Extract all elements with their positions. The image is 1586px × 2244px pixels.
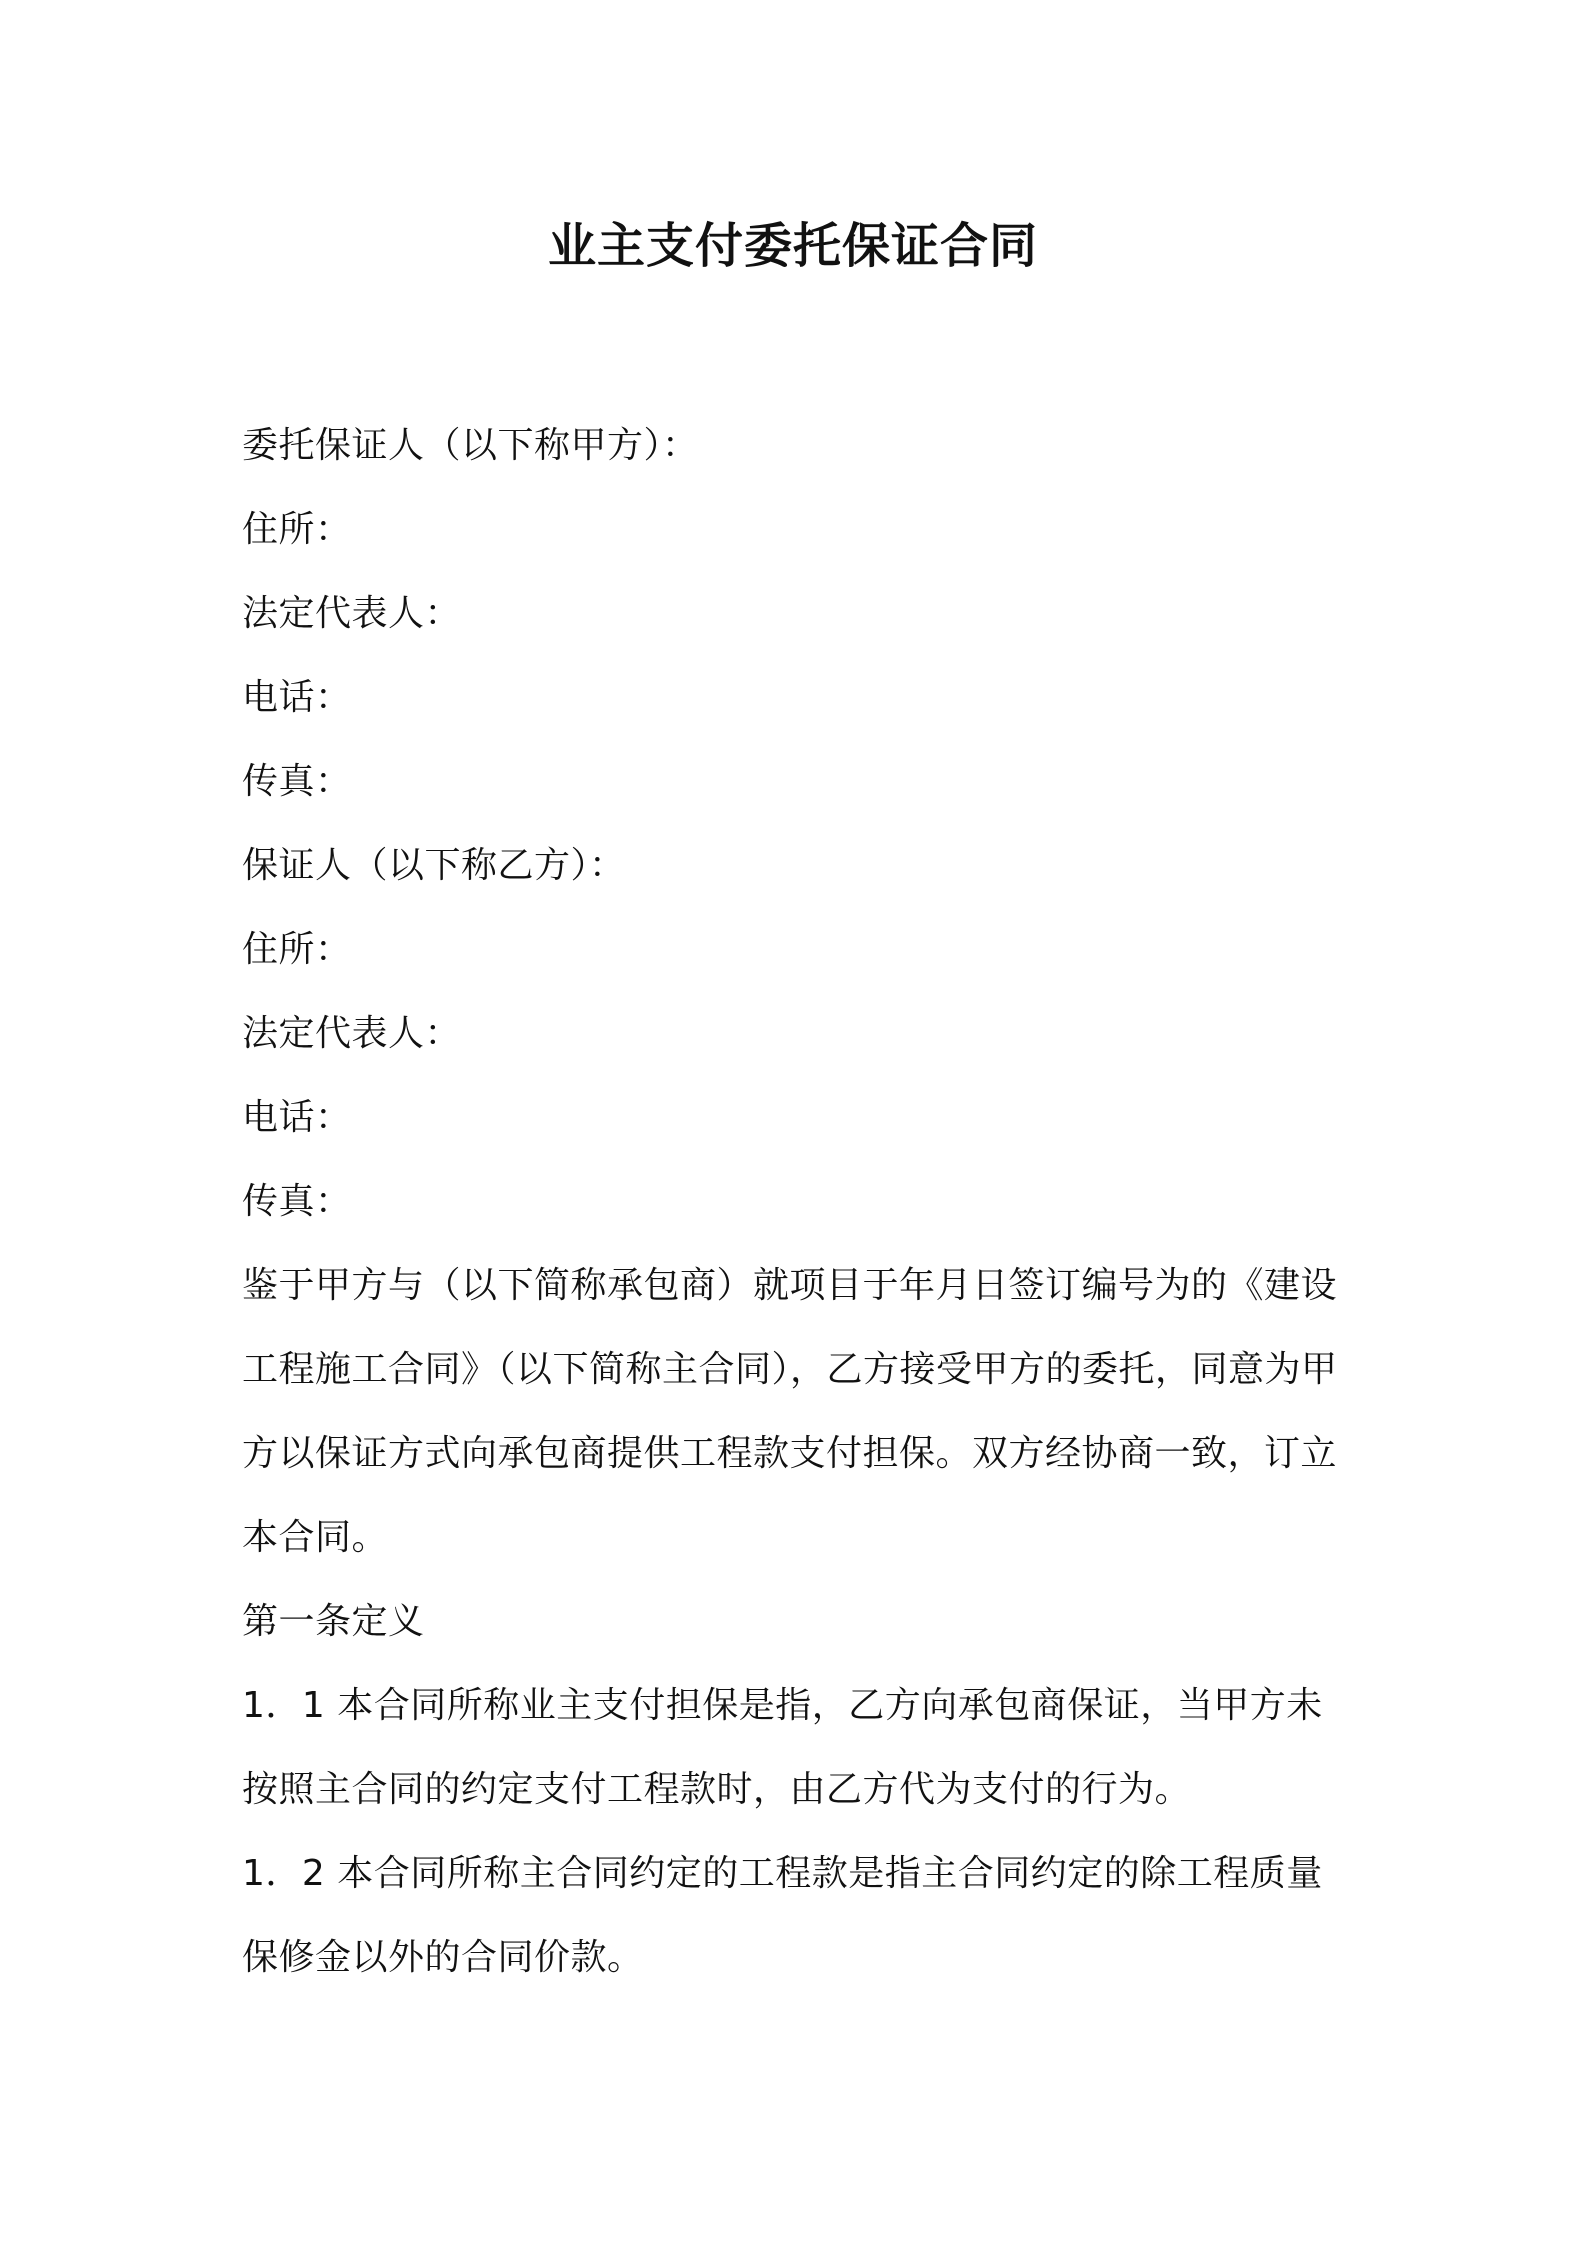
party-b-address: 住所：	[242, 929, 352, 970]
party-a-phone: 电话：	[242, 677, 352, 718]
preamble-line: 工程施工合同》（以下简称主合同），乙方接受甲方的委托，同意为甲	[242, 1349, 1338, 1390]
clause-1-1-line: 1．1 本合同所称业主支付担保是指，乙方向承包商保证，当甲方未	[242, 1685, 1323, 1726]
preamble-line: 鉴于甲方与（以下简称承包商）就项目于年月日签订编号为的《建设	[242, 1265, 1338, 1306]
document-title: 业主支付委托保证合同	[547, 218, 1038, 274]
preamble-line: 方以保证方式向承包商提供工程款支付担保。双方经协商一致，订立	[242, 1433, 1338, 1474]
party-b-legal-rep: 法定代表人：	[242, 1013, 462, 1054]
party-a-address: 住所：	[242, 509, 352, 550]
party-a-heading: 委托保证人（以下称甲方）：	[242, 425, 699, 466]
document-body	[242, 404, 1352, 2000]
preamble-line: 本合同。	[242, 1517, 389, 1558]
party-b-heading: 保证人（以下称乙方）：	[242, 845, 626, 886]
clause-1-1-line: 按照主合同的约定支付工程款时，由乙方代为支付的行为。	[242, 1769, 1192, 1810]
party-a-legal-rep: 法定代表人：	[242, 593, 462, 634]
article-1-heading: 第一条定义	[242, 1601, 425, 1642]
party-b-phone: 电话：	[242, 1097, 352, 1138]
clause-1-2-line: 1．2 本合同所称主合同约定的工程款是指主合同约定的除工程质量	[242, 1853, 1323, 1894]
party-b-fax: 传真：	[242, 1181, 352, 1222]
party-a-fax: 传真：	[242, 761, 352, 802]
clause-1-2-line: 保修金以外的合同价款。	[242, 1937, 644, 1978]
